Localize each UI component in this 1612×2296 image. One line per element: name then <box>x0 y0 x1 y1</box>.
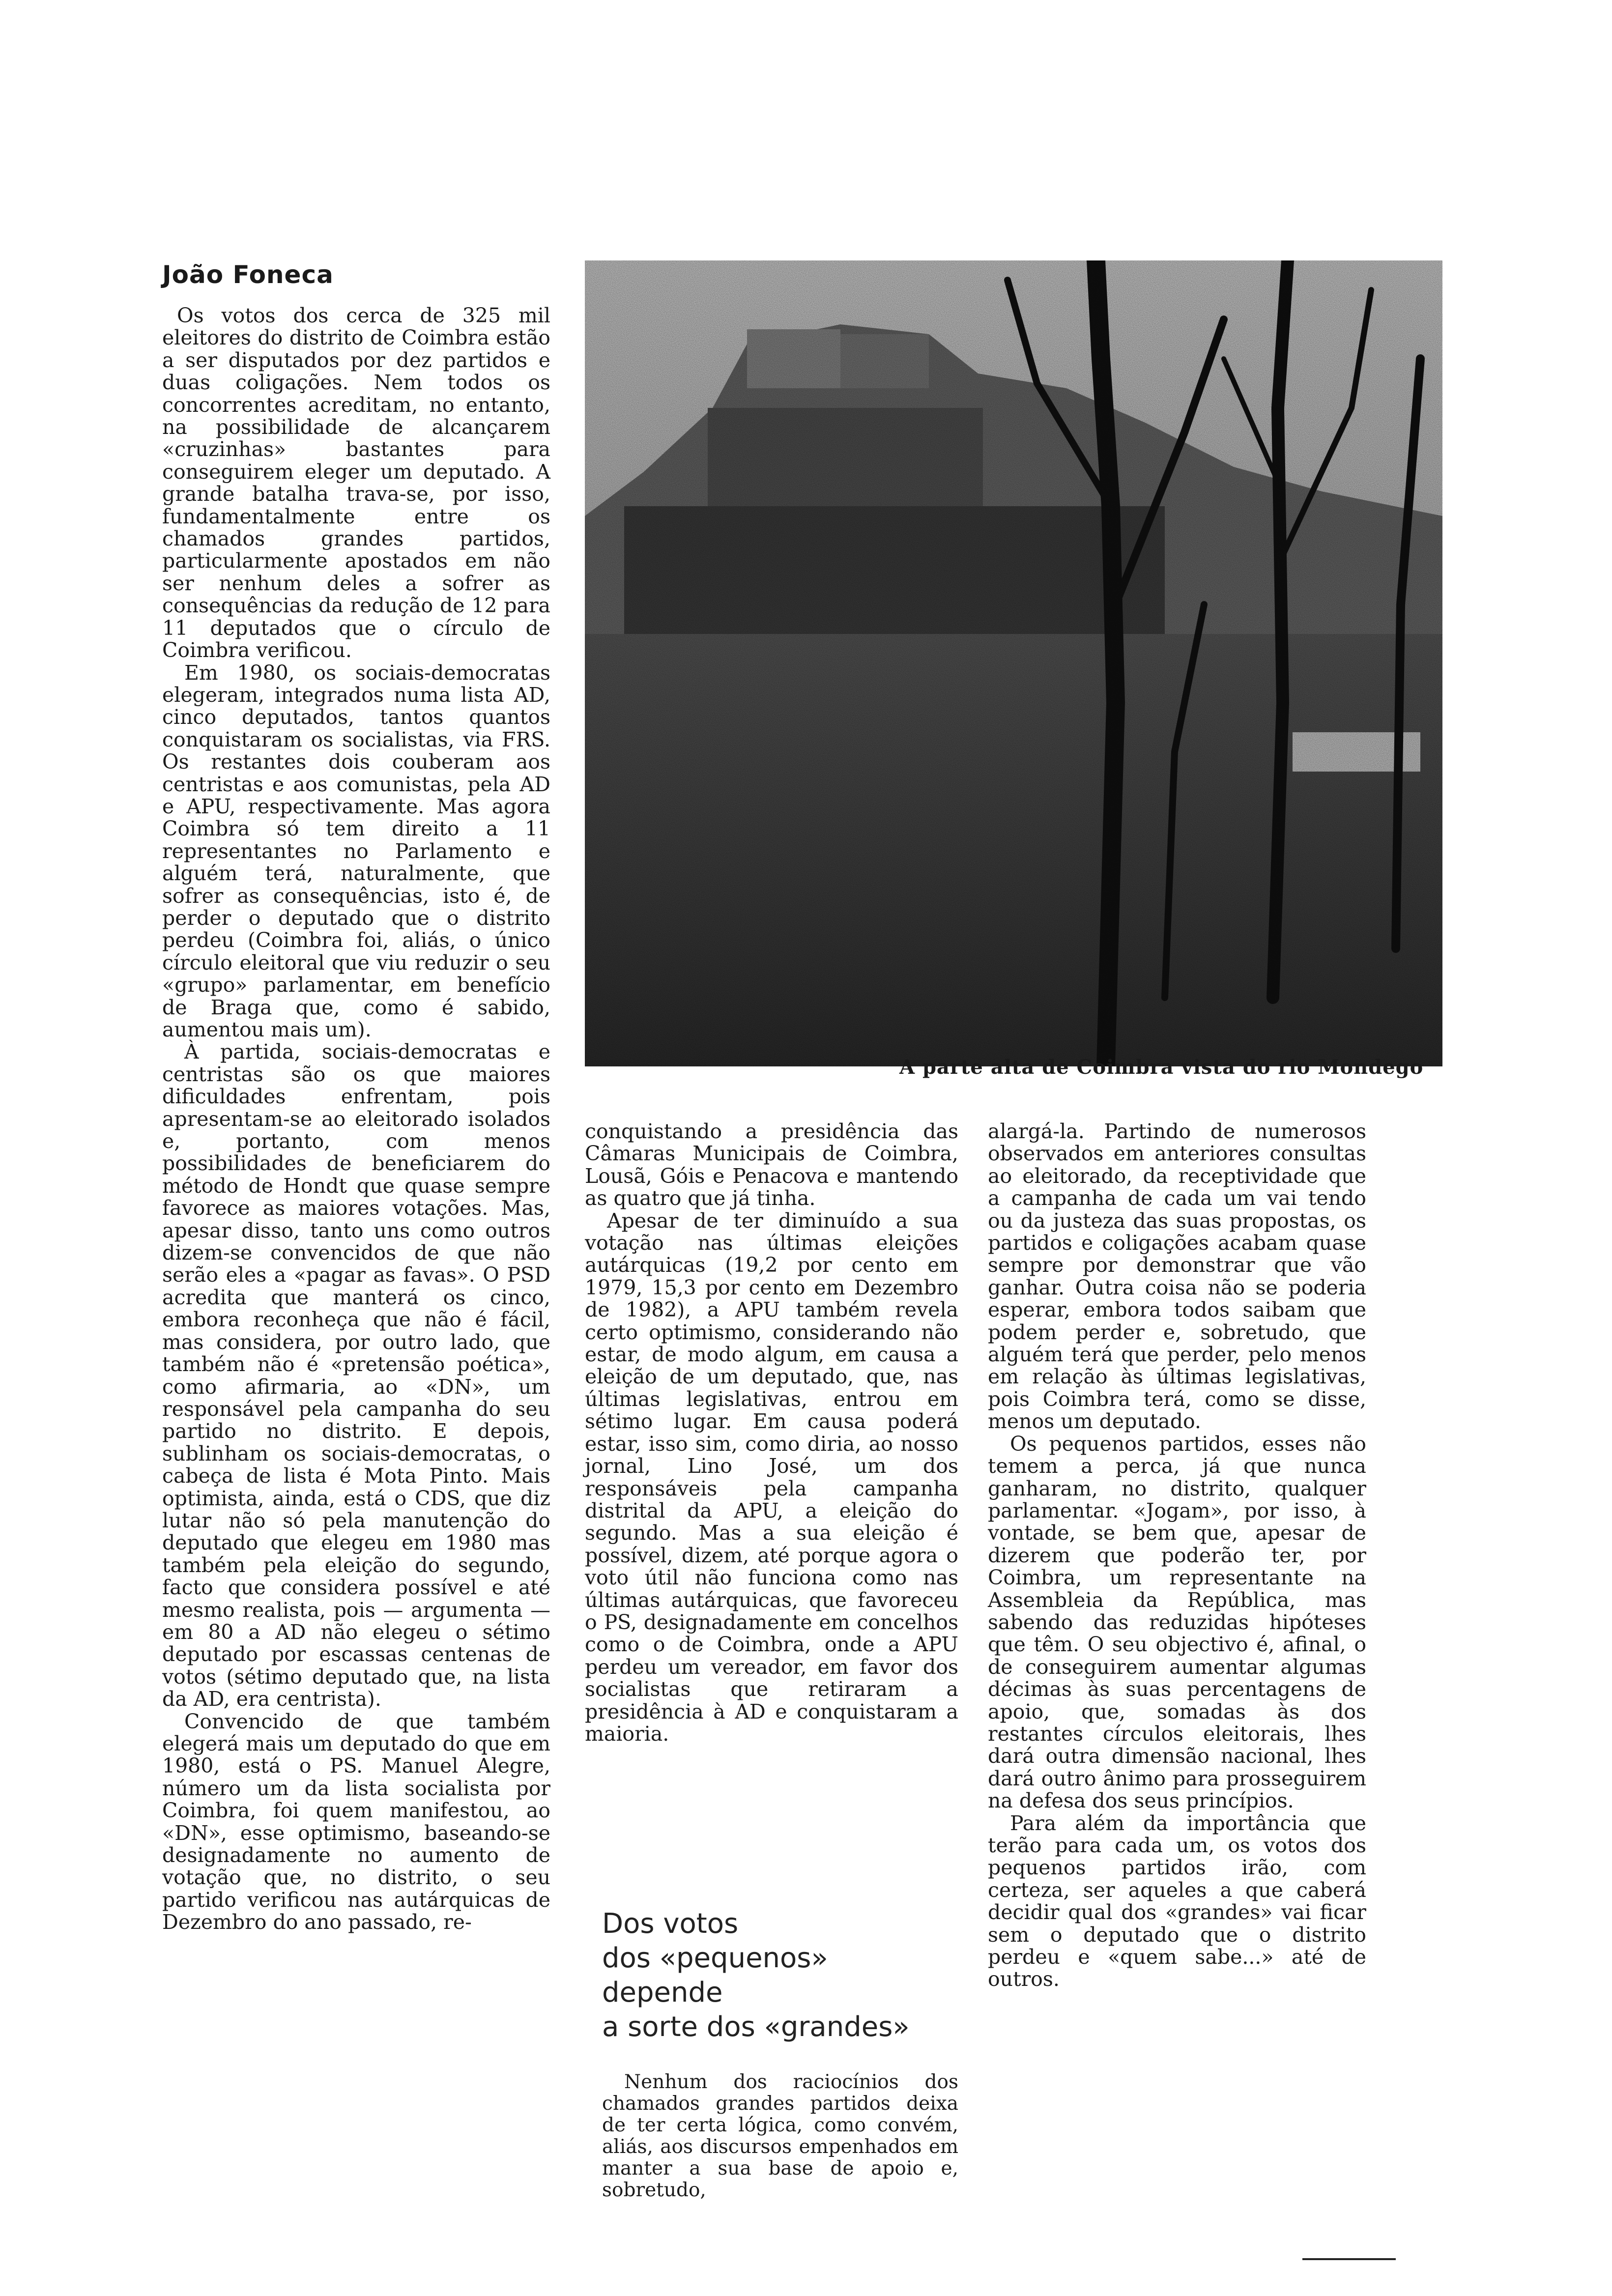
paragraph: Convencido de que também elegerá mais um deputado do que em 1980, está o PS. Manuel Alegre, número um da lista socialista por Coimbra, foi quem manifestou, ao «DN», esse optimismo, baseando-se designadamente no aumento de votação que, no distrito, o seu partido verificou nas autárquicas de Dezembro do ano passado, re- <box>162 1709 550 1934</box>
photo-caption: A parte alta de Coimbra vista do rio Mondego <box>899 1056 1424 1079</box>
coimbra-photo <box>585 260 1442 1066</box>
article-column-1 <box>162 305 550 1934</box>
article-column-2 <box>585 1120 958 1745</box>
paragraph: À partida, sociais-democratas e centristas são os que maiores dificuldades enfrentam, pois apresentam-se ao eleitorado isolados e, portanto, com menos possibilidades de beneficiarem do método de Hondt que quase sempre favorece as maiores votações. Mas, apesar disso, tanto uns como outros dizem-se convencidos de que não serão eles a «pagar as favas». O PSD acredita que manterá os cinco, embora reconheça que não é fácil, mas considera, por outro lado, que também não é «pretensão poética», como afirmaria, ao «DN», um responsável pela campanha do seu partido no distrito. E depois, sublinham os sociais-democratas, o cabeça de lista é Mota Pinto. Mais optimista, ainda, está o CDS, que diz lutar não só pela manutenção do deputado que elegeu em 1980 mas também pela eleição do segundo, facto que considera possível e até mesmo realista, pois — argumenta — em 80 a AD não elegeu o sétimo deputado por escassas centenas de votos (sétimo deputado que, na lista da AD, era centrista). <box>162 1040 550 1711</box>
paragraph: Apesar de ter diminuído a sua votação nas últimas eleições autárquicas (19,2 por cento em 1979, 15,3 por cento em Dezembro de 1982), a APU também revela certo optimismo, considerando não estar, de modo algum, em causa a eleição de um deputado, que, nas últimas legislativas, entrou em sétimo lugar. Em causa poderá estar, isso sim, como diria, ao nosso jornal, Lino José, um dos responsáveis pela campanha distrital da APU, a eleição do segundo. Mas a sua eleição é possível, dizem, até porque agora o voto útil não funciona como nas últimas autárquicas, que favoreceu o PS, designadamente em concelhos como o de Coimbra, onde a APU perdeu um vereador, em favor dos socialistas que retiraram a presidência à AD e conquistaram a maioria. <box>585 1208 958 1746</box>
author-byline: João Foneca <box>162 260 334 289</box>
subheading-line: a sorte dos «grandes» <box>602 2011 910 2043</box>
paragraph: alargá-la. Partindo de numerosos observados em anteriores consultas ao eleitorado, da receptividade que a campanha de cada um vai tendo ou da justeza das suas propostas, os partidos e coligações acabam quase sempre por demonstrar que vão ganhar. Outra coisa não se poderia esperar, embora todos saibam que podem perder e, sobretudo, que alguém terá que perder, pelo menos em relação às últimas legislativas, pois Coimbra terá, como se disse, menos um deputado. <box>988 1119 1366 1434</box>
subheading <box>602 1907 980 2044</box>
article-column-3 <box>988 1120 1366 1991</box>
paragraph: Em 1980, os sociais-democratas elegeram, integrados numa lista AD, cinco deputados, tantos quantos conquistaram os socialistas, via FRS. Os restantes dois couberam aos centristas e aos comunistas, pela AD e APU, respectivamente. Mas agora Coimbra só tem direito a 11 representantes no Parlamento e alguém terá, naturalmente, que sofrer as consequências, isto é, de perder o deputado que o distrito perdeu (Coimbra foi, aliás, o único círculo eleitoral que viu reduzir o seu «grupo» parlamentar, em benefício de Braga que, como é sabido, aumentou mais um). <box>162 660 550 1041</box>
subheading-line: Dos votos <box>602 1908 739 1940</box>
end-rule <box>1302 2258 1396 2260</box>
paragraph: Os votos dos cerca de 325 mil eleitores do distrito de Coimbra estão a ser disputados por dez partidos e duas coligações. Nem todos os concorrentes acreditam, no entanto, na possibilidade de alcançarem «cruzinhas» bastantes para conseguirem eleger um deputado. A grande batalha trava-se, por isso, fundamentalmente entre os chamados grandes partidos, particularmente apostados em não ser nenhum deles a sofrer as consequências da redução de 12 para 11 deputados que o círculo de Coimbra verificou. <box>162 304 550 662</box>
paragraph: conquistando a presidência das Câmaras Municipais de Coimbra, Lousã, Góis e Penacova e mantendo as quatro que já tinha. <box>585 1119 958 1210</box>
subheading-line: dos «pequenos» <box>602 1942 828 1974</box>
subheading-line: depende <box>602 1977 723 2009</box>
paragraph: Nenhum dos raciocínios dos chamados grandes partidos deixa de ter certa lógica, como convém, aliás, aos discursos empenhados em manter a sua base de apoio e, sobretudo, <box>602 2071 958 2201</box>
boxed-paragraph <box>602 2071 958 2201</box>
paragraph: Os pequenos partidos, esses não temem a perca, já que nunca ganharam, no distrito, qualquer parlamentar. «Jogam», por isso, à vontade, se bem que, apesar de dizerem que poderão ter, por Coimbra, um representante na Assembleia da República, mas sabendo das reduzidas hipóteses que têm. O seu objectivo é, afinal, o de conseguirem aumentar algumas décimas às suas percentagens de apoio, que, somadas às dos restantes círculos eleitorais, lhes dará outra dimensão nacional, lhes dará outro ânimo para prosseguirem na defesa dos seus princípios. <box>988 1432 1366 1813</box>
paragraph: Para além da importância que terão para cada um, os votos dos pequenos partidos irão, com certeza, ser aqueles a que caberá decidir qual dos «grandes» vai ficar sem o deputado que o distrito perdeu e «quem sabe...» até de outros. <box>988 1811 1366 1991</box>
